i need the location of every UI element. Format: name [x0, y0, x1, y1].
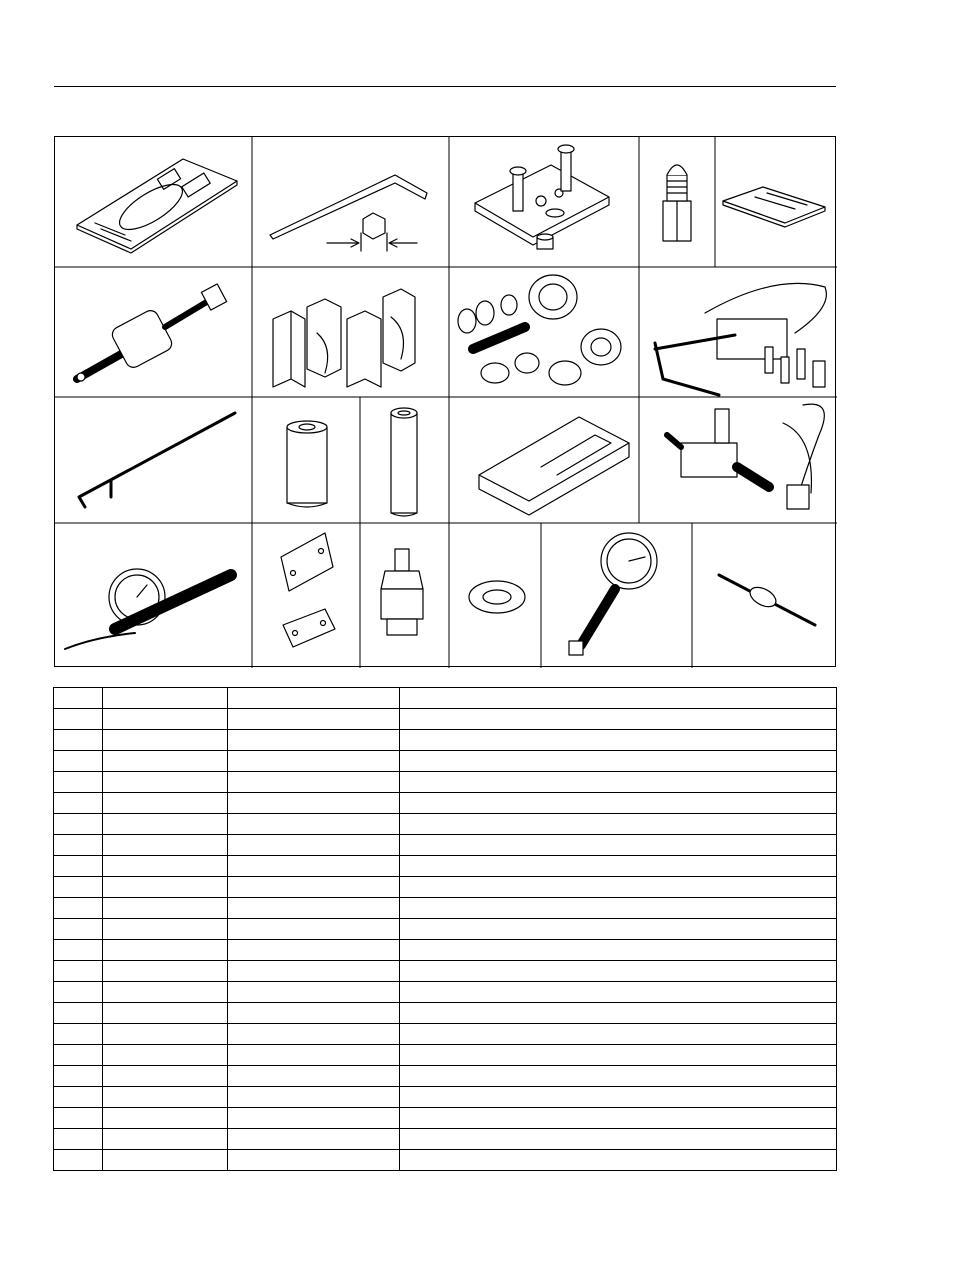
table-cell — [103, 1087, 228, 1108]
table-cell — [228, 940, 400, 961]
short-sleeve-illustration — [287, 421, 327, 507]
table-cell — [400, 877, 837, 898]
dial-gauge-illustration — [569, 533, 657, 655]
table-cell — [103, 1129, 228, 1150]
table-row — [54, 751, 837, 772]
table-cell — [54, 919, 103, 940]
table-cell — [400, 856, 837, 877]
table-row — [54, 982, 837, 1003]
table-row — [54, 940, 837, 961]
table-cell — [400, 1108, 837, 1129]
valve-tee-illustration — [667, 404, 824, 509]
table-cell — [400, 751, 837, 772]
table-cell — [228, 751, 400, 772]
table-cell — [228, 982, 400, 1003]
table-cell — [400, 1045, 837, 1066]
vise-jaws-illustration — [273, 289, 415, 387]
table-row — [54, 793, 837, 814]
table-row — [54, 688, 837, 709]
table-cell — [400, 982, 837, 1003]
table-row — [54, 835, 837, 856]
table-cell — [103, 982, 228, 1003]
table-cell — [400, 1066, 837, 1087]
table-row — [54, 961, 837, 982]
table-cell — [228, 730, 400, 751]
table-cell — [228, 856, 400, 877]
table-row — [54, 856, 837, 877]
probe-tool-illustration — [719, 575, 815, 625]
table-cell — [228, 688, 400, 709]
table-cell — [103, 751, 228, 772]
hex-wrench-illustration — [270, 175, 427, 251]
table-cell — [228, 1108, 400, 1129]
table-cell — [103, 856, 228, 877]
table-row — [54, 1024, 837, 1045]
table-cell — [54, 877, 103, 898]
table-cell — [54, 1024, 103, 1045]
table-cell — [400, 835, 837, 856]
puller-plate-illustration — [475, 145, 609, 249]
table-cell — [103, 1108, 228, 1129]
l-rod-illustration — [79, 413, 235, 507]
table-cell — [103, 898, 228, 919]
table-cell — [54, 1066, 103, 1087]
table-cell — [228, 898, 400, 919]
table-cell — [228, 1003, 400, 1024]
table-cell — [103, 1045, 228, 1066]
nozzle-fitting-illustration — [381, 549, 423, 635]
table-cell — [228, 919, 400, 940]
table-cell — [400, 730, 837, 751]
table-cell — [54, 1045, 103, 1066]
table-cell — [400, 709, 837, 730]
header-rule — [54, 86, 836, 87]
table-cell — [54, 709, 103, 730]
table-cell — [54, 1087, 103, 1108]
table-row — [54, 1045, 837, 1066]
table-row — [54, 1003, 837, 1024]
table-cell — [228, 772, 400, 793]
table-cell — [103, 919, 228, 940]
table-cell — [228, 1150, 400, 1171]
table-cell — [54, 961, 103, 982]
table-row — [54, 709, 837, 730]
table-cell — [228, 961, 400, 982]
table-cell — [103, 793, 228, 814]
table-cell — [103, 1003, 228, 1024]
table-cell — [54, 940, 103, 961]
table-cell — [228, 709, 400, 730]
table-cell — [228, 1087, 400, 1108]
table-cell — [400, 961, 837, 982]
table-cell — [228, 877, 400, 898]
table-row — [54, 1150, 837, 1171]
table-cell — [54, 751, 103, 772]
table-cell — [228, 793, 400, 814]
table-cell — [228, 814, 400, 835]
table-cell — [54, 1108, 103, 1129]
table-cell — [400, 772, 837, 793]
table-cell — [228, 1129, 400, 1150]
table-row — [54, 730, 837, 751]
table-cell — [228, 1024, 400, 1045]
table-cell — [400, 688, 837, 709]
table-cell — [103, 814, 228, 835]
table-row — [54, 814, 837, 835]
table-cell — [103, 688, 228, 709]
table-row — [54, 772, 837, 793]
adapter-fitting-illustration — [663, 165, 691, 241]
table-row — [54, 877, 837, 898]
shim-plate-illustration — [723, 187, 825, 227]
table-cell — [54, 1129, 103, 1150]
table-cell — [103, 835, 228, 856]
slotted-block-illustration — [479, 417, 629, 515]
table-cell — [103, 1066, 228, 1087]
table-row — [54, 1108, 837, 1129]
table-cell — [400, 1087, 837, 1108]
table-cell — [54, 856, 103, 877]
table-cell — [400, 793, 837, 814]
washer-illustration — [469, 581, 525, 613]
table-cell — [103, 772, 228, 793]
table-cell — [54, 835, 103, 856]
tool-illustration-grid — [54, 136, 836, 667]
table-cell — [103, 940, 228, 961]
table-cell — [103, 877, 228, 898]
table-cell — [400, 940, 837, 961]
table-cell — [400, 1129, 837, 1150]
table-cell — [54, 898, 103, 919]
table-cell — [54, 688, 103, 709]
gauge-hose-illustration — [65, 569, 231, 649]
table-cell — [400, 1024, 837, 1045]
table-cell — [103, 1024, 228, 1045]
table-row — [54, 1129, 837, 1150]
table-cell — [228, 1045, 400, 1066]
table-row — [54, 1087, 837, 1108]
table-cell — [103, 709, 228, 730]
table-cell — [54, 793, 103, 814]
cover-plates-illustration — [281, 533, 335, 647]
table-cell — [54, 772, 103, 793]
table-cell — [103, 961, 228, 982]
table-row — [54, 898, 837, 919]
table-cell — [54, 814, 103, 835]
clamp-tool-illustration — [655, 283, 826, 395]
table-cell — [400, 1003, 837, 1024]
table-cell — [103, 1150, 228, 1171]
table-cell — [228, 835, 400, 856]
tool-card-illustration — [77, 159, 237, 253]
table-cell — [54, 1003, 103, 1024]
table-cell — [400, 919, 837, 940]
table-cell — [54, 1150, 103, 1171]
table-cell — [400, 1150, 837, 1171]
table-cell — [54, 982, 103, 1003]
specification-table — [53, 687, 837, 1171]
table-cell — [400, 814, 837, 835]
long-sleeve-illustration — [391, 408, 417, 516]
table-cell — [228, 1066, 400, 1087]
table-row — [54, 919, 837, 940]
table-row — [54, 1066, 837, 1087]
table-cell — [400, 898, 837, 919]
table-cell — [103, 730, 228, 751]
slide-hammer-illustration — [77, 284, 227, 381]
bushing-set-illustration — [458, 275, 621, 385]
table-cell — [54, 730, 103, 751]
